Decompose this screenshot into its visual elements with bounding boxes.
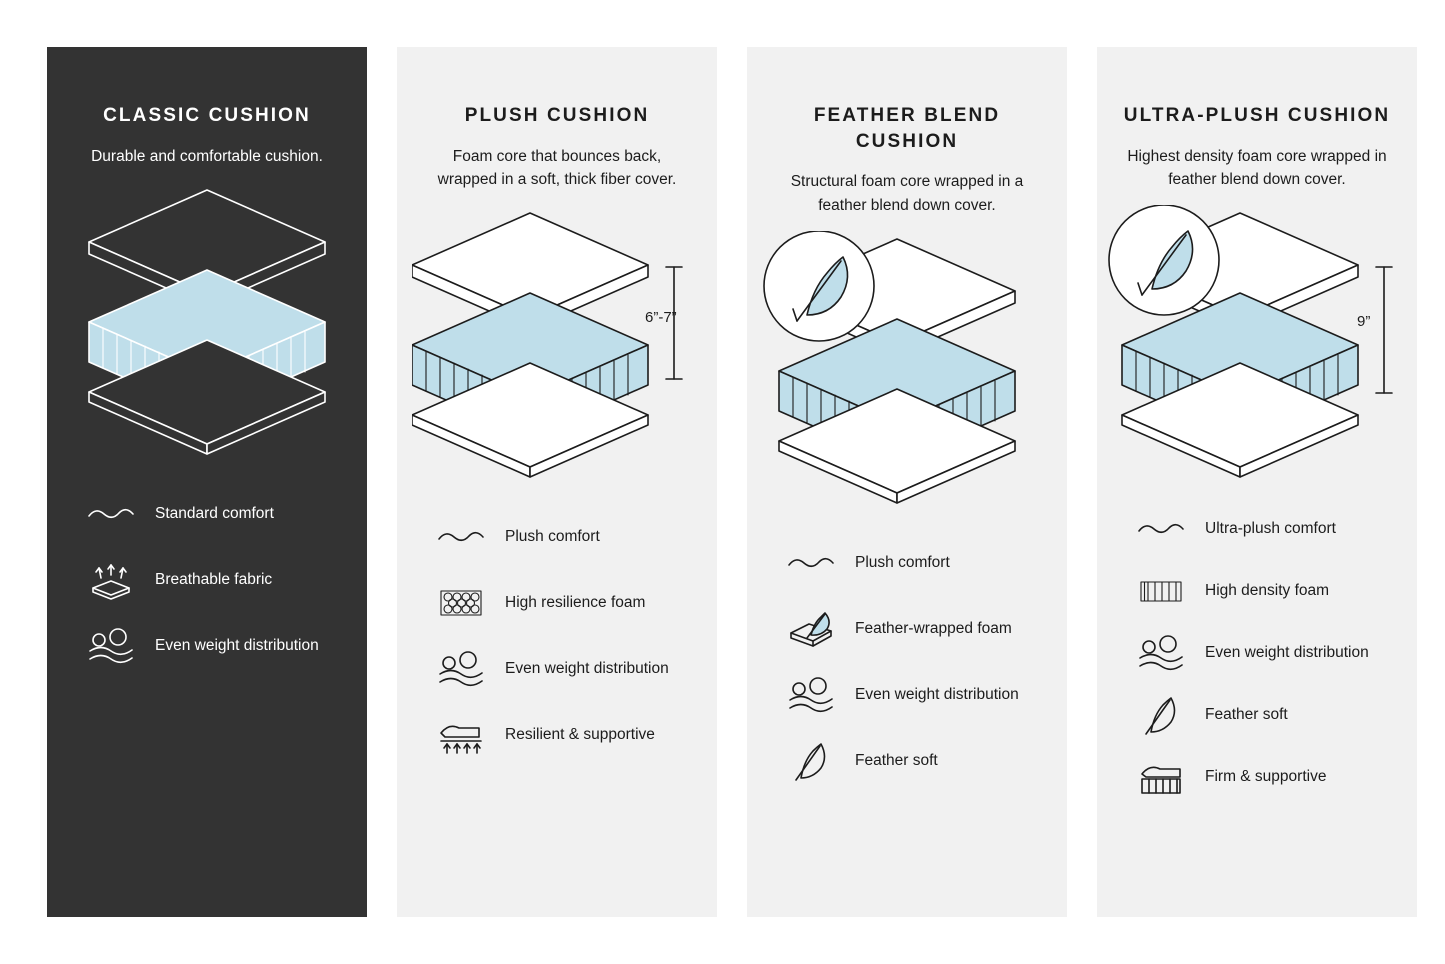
exploded-cushion-illustration [77, 182, 337, 462]
feather-icon [783, 741, 839, 781]
breathable-fabric-icon [83, 560, 139, 600]
feature-label: Even weight distribution [855, 685, 1019, 703]
cushion-card-feather-blend-cushion[interactable] [747, 47, 1067, 917]
feature-label: Standard comfort [155, 505, 274, 523]
card-description: Durable and comfortable cushion. [91, 147, 323, 165]
cushion-layer-diagram-classic [47, 182, 367, 482]
cushion-card-ultra-plush-cushion[interactable] [1097, 47, 1417, 917]
dimension-label: 6”-7” [645, 309, 677, 327]
even-weight-icon [83, 626, 139, 666]
even-weight-icon [1133, 633, 1189, 673]
page-title: FEATHER BLEND CUSHION [813, 105, 1001, 152]
cushion-card-classic-cushion[interactable] [47, 47, 367, 917]
feature-label: High resilience foam [505, 594, 646, 612]
feature-label: Breathable fabric [155, 571, 273, 589]
feature-label: Feather soft [855, 751, 938, 769]
feature-label: Even weight distribution [505, 660, 669, 678]
card-description: Foam core that bounces back, wrapped in a soft, thick fiber cover. [437, 147, 677, 188]
feature-label: Plush comfort [505, 528, 600, 546]
cushion-layer-diagram-ultra-plush [1097, 205, 1417, 505]
page-title: PLUSH CUSHION [464, 105, 650, 126]
wave-icon [83, 494, 139, 534]
exploded-cushion-illustration [1107, 205, 1407, 485]
feature-label: Ultra-plush comfort [1205, 520, 1336, 538]
feature-list-plush [397, 515, 717, 757]
high-density-foam-icon [1133, 571, 1189, 611]
list-item[interactable] [783, 541, 1067, 585]
feature-list-feather-blend [747, 541, 1067, 783]
list-item[interactable] [1133, 631, 1417, 675]
page-title: CLASSIC CUSHION [103, 105, 311, 126]
exploded-cushion-illustration [757, 231, 1057, 511]
feature-label: Resilient & supportive [505, 726, 655, 744]
list-item[interactable] [1133, 507, 1417, 551]
dimension-bracket [1376, 267, 1392, 393]
even-weight-icon [433, 649, 489, 689]
list-item[interactable] [83, 492, 367, 536]
list-item[interactable] [433, 647, 717, 691]
list-item[interactable] [1133, 569, 1417, 613]
feature-label: High density foam [1205, 582, 1330, 600]
wave-icon [783, 543, 839, 583]
cushion-card-plush-cushion[interactable] [397, 47, 717, 917]
firm-support-icon [1133, 757, 1189, 797]
feature-label: Even weight distribution [1205, 644, 1369, 662]
exploded-cushion-illustration [412, 205, 702, 485]
honeycomb-foam-icon [433, 583, 489, 623]
cushion-layer-diagram-plush [397, 205, 717, 505]
feature-list-classic [47, 492, 367, 668]
feature-label: Firm & supportive [1205, 768, 1327, 786]
even-weight-icon [783, 675, 839, 715]
feather-badge-icon [1109, 205, 1219, 315]
feature-label: Feather soft [1205, 706, 1288, 724]
card-description: Structural foam core wrapped in a feather blend down cover. [790, 173, 1024, 214]
dimension-label: 9” [1357, 313, 1371, 331]
wave-icon [433, 517, 489, 557]
list-item[interactable] [83, 624, 367, 668]
list-item[interactable] [433, 713, 717, 757]
list-item[interactable] [83, 558, 367, 602]
list-item[interactable] [783, 673, 1067, 717]
card-description: Highest density foam core wrapped in feather blend down cover. [1127, 147, 1387, 188]
list-item[interactable] [783, 739, 1067, 783]
feather-icon [1133, 695, 1189, 735]
list-item[interactable] [433, 515, 717, 559]
feather-wrapped-foam-icon [783, 609, 839, 649]
list-item[interactable] [1133, 693, 1417, 737]
list-item[interactable] [433, 581, 717, 625]
list-item[interactable] [783, 607, 1067, 651]
cushion-layer-diagram-feather-blend [747, 231, 1067, 531]
resilient-support-icon [433, 715, 489, 755]
feature-label: Feather-wrapped foam [855, 619, 1012, 637]
feature-label: Plush comfort [855, 553, 950, 571]
page-title: ULTRA-PLUSH CUSHION [1123, 105, 1391, 126]
feature-list-ultra-plush [1097, 507, 1417, 799]
feather-badge-icon [764, 231, 874, 341]
list-item[interactable] [1133, 755, 1417, 799]
wave-icon [1133, 509, 1189, 549]
feature-label: Even weight distribution [155, 637, 319, 655]
